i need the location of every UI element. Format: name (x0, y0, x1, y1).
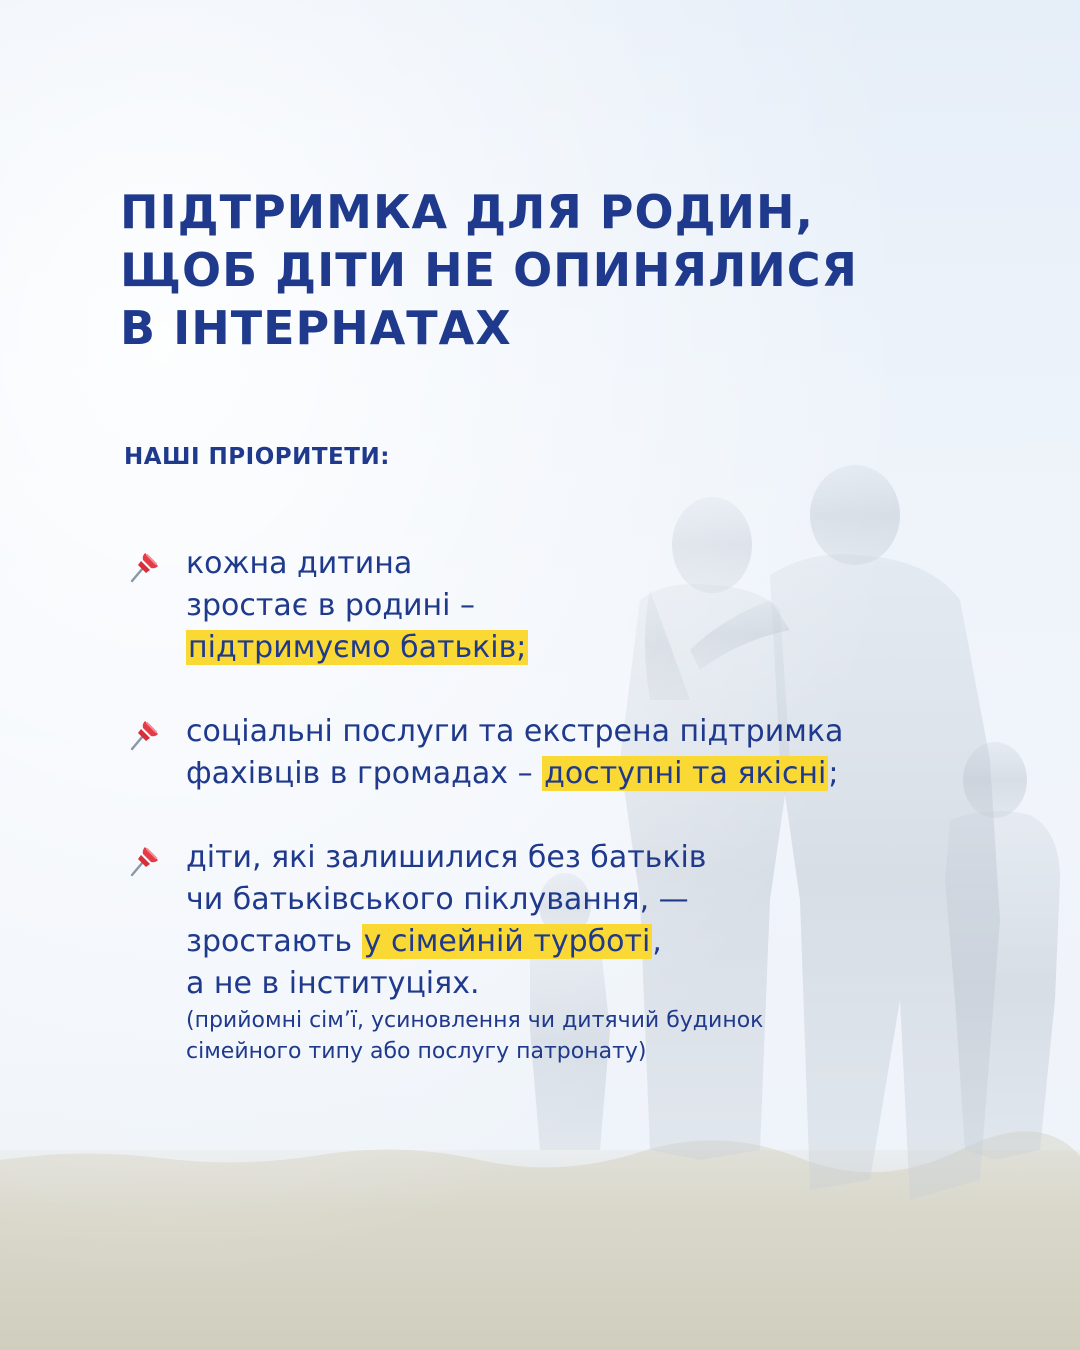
priority-text-2 (186, 711, 1006, 795)
priority-3-note-line-1: (прийомні сім’ї, усиновлення чи дитячий будинок (186, 1008, 764, 1033)
title-line-3: В ІНТЕРНАТАХ (120, 301, 512, 355)
priority-3-line-3-prefix: зростають (186, 924, 362, 959)
priority-3-line-3-suffix: , (652, 924, 662, 959)
pushpin-icon (128, 841, 164, 877)
priority-3-note-line-2: сімейного типу або послугу патронату) (186, 1039, 647, 1064)
pushpin-icon (128, 715, 164, 751)
priority-3-line-2: чи батьківського піклування, — (186, 882, 689, 917)
priority-2-highlight: доступні та якісні (544, 756, 827, 791)
priority-2-line-1: соціальні послуги та екстрена підтримка (186, 714, 844, 749)
title-line-2: ЩОБ ДІТИ НЕ ОПИНЯЛИСЯ (120, 243, 858, 297)
priority-2-line-2-prefix: фахівців в громадах – (186, 756, 543, 791)
priority-1-highlight: підтримуємо батьків; (188, 630, 527, 665)
priority-text-3 (186, 837, 1006, 1067)
priority-3-line-4: а не в інституціях. (186, 966, 480, 1001)
priority-2-line-2-suffix: ; (828, 756, 839, 791)
page-title (120, 183, 980, 357)
title-line-1: ПІДТРИМКА ДЛЯ РОДИН, (120, 185, 815, 239)
priorities-heading: НАШІ ПРІОРИТЕТИ: (124, 444, 390, 470)
priority-1-line-1: кожна дитина (186, 546, 413, 581)
priority-3-highlight: у сімейній турботі (363, 924, 651, 959)
priority-3-line-1: діти, які залишилися без батьків (186, 840, 707, 875)
priority-text-1 (186, 543, 1006, 669)
priority-1-line-2: зростає в родині – (186, 588, 476, 623)
pushpin-icon (128, 547, 164, 583)
